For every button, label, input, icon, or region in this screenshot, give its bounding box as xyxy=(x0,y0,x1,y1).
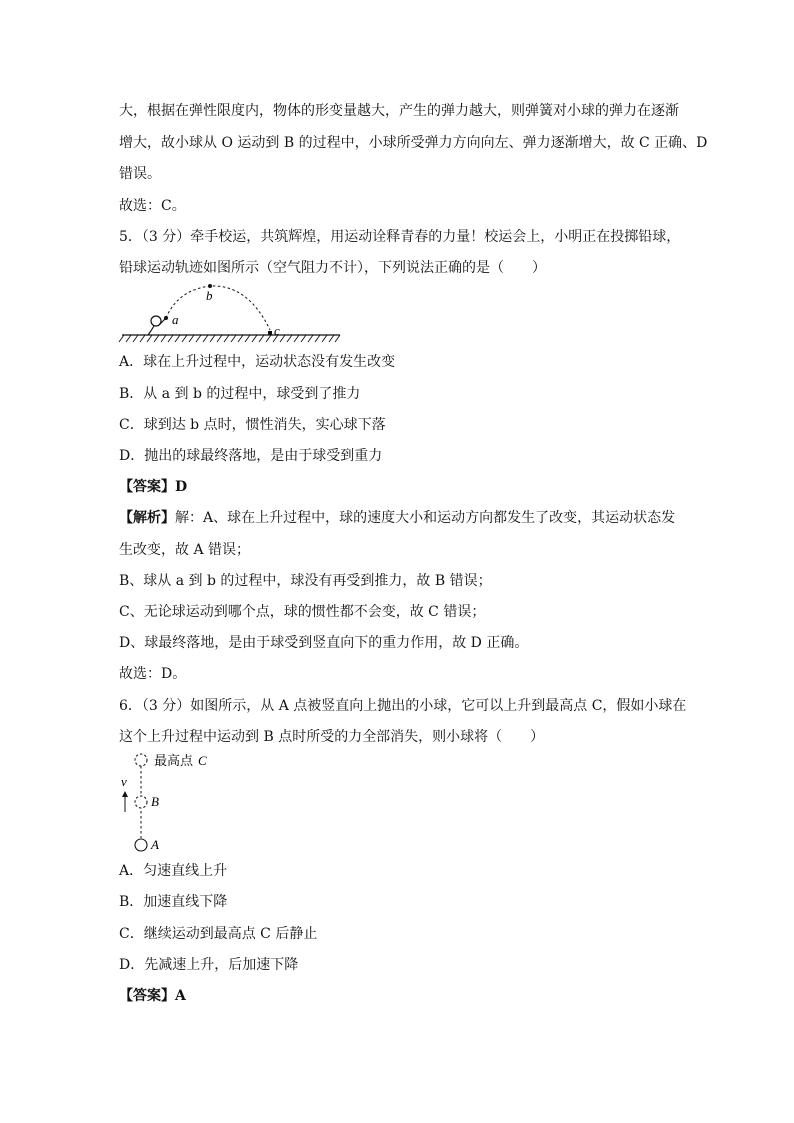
question-6-stem: 6．（3 分）如图所示，从 A 点被竖直向上抛出的小球，它可以上升到最高点 C，假如小球在 xyxy=(119,698,687,714)
choice-line: 故选：D。 xyxy=(119,666,187,682)
velocity-arrowhead xyxy=(122,791,128,797)
question-5-stem: 5．（3 分）牵手校运，共筑辉煌，用运动诠释青春的力量！校运会上，小明正在投掷铅球， xyxy=(119,229,681,245)
ball-at-a xyxy=(135,839,147,851)
shot-put-trajectory-figure xyxy=(118,280,358,350)
text-line: 错误。 xyxy=(119,166,161,182)
analysis-line: B、球从 a 到 b 的过程中，球没有再受到推力，故 B 错误； xyxy=(119,573,492,589)
answer: 【答案】D xyxy=(119,479,188,495)
option-b: B．加速直线下降 xyxy=(119,894,228,910)
point-c xyxy=(268,331,272,335)
analysis-line: D、球最终落地，是由于球受到竖直向下的重力作用，故 D 正确。 xyxy=(119,635,529,651)
label-b: b xyxy=(206,288,213,303)
thrower-figure xyxy=(148,316,165,335)
vertical-throw-figure xyxy=(116,748,236,858)
ground-hatching xyxy=(119,335,340,342)
question-6-stem: 这个上升过程中运动到 B 点时所受的力全部消失，则小球将（ ） xyxy=(119,729,545,745)
option-c: C．球到达 b 点时，惯性消失，实心球下落 xyxy=(119,417,386,433)
ball-at-c xyxy=(135,754,147,766)
label-c: c xyxy=(274,323,280,338)
option-d: D．抛出的球最终落地，是由于球受到重力 xyxy=(119,448,383,464)
label-a: a xyxy=(172,312,179,327)
option-a: A．匀速直线上升 xyxy=(119,863,228,879)
text-line: 大，根据在弹性限度内，物体的形变量越大，产生的弹力越大，则弹簧对小球的弹力在逐渐 xyxy=(119,103,679,119)
label-c: C xyxy=(198,753,207,768)
option-d: D．先减速上升，后加速下降 xyxy=(119,957,299,973)
point-a xyxy=(164,316,168,320)
text-line: 故选：C。 xyxy=(119,198,186,214)
option-b: B．从 a 到 b 的过程中，球受到了推力 xyxy=(119,386,361,402)
label-a: A xyxy=(151,837,159,852)
answer: 【答案】A xyxy=(119,988,186,1004)
label-top: 最高点 xyxy=(154,754,194,769)
ball-at-b xyxy=(135,796,147,808)
trajectory-path xyxy=(166,286,270,330)
question-5-stem: 铅球运动轨迹如图所示（空气阻力不计），下列说法正确的是（ ） xyxy=(119,260,546,276)
text-line: 增大，故小球从 O 运动到 B 的过程中，小球所受弹力方向向左、弹力逐渐增大，故 C 正确、D xyxy=(119,135,708,151)
option-c: C．继续运动到最高点 C 后静止 xyxy=(119,926,318,942)
label-v: v xyxy=(121,774,127,789)
analysis-line: C、无论球运动到哪个点，球的惯性都不会变，故 C 错误； xyxy=(119,604,486,620)
option-a: A．球在上升过程中，运动状态没有发生改变 xyxy=(119,354,396,370)
analysis-line: 生改变，故 A 错误； xyxy=(119,542,251,558)
label-b: B xyxy=(151,794,159,809)
analysis-line: 【解析】解：A、球在上升过程中，球的速度大小和运动方向都发生了改变，其运动状态发 xyxy=(119,510,676,526)
